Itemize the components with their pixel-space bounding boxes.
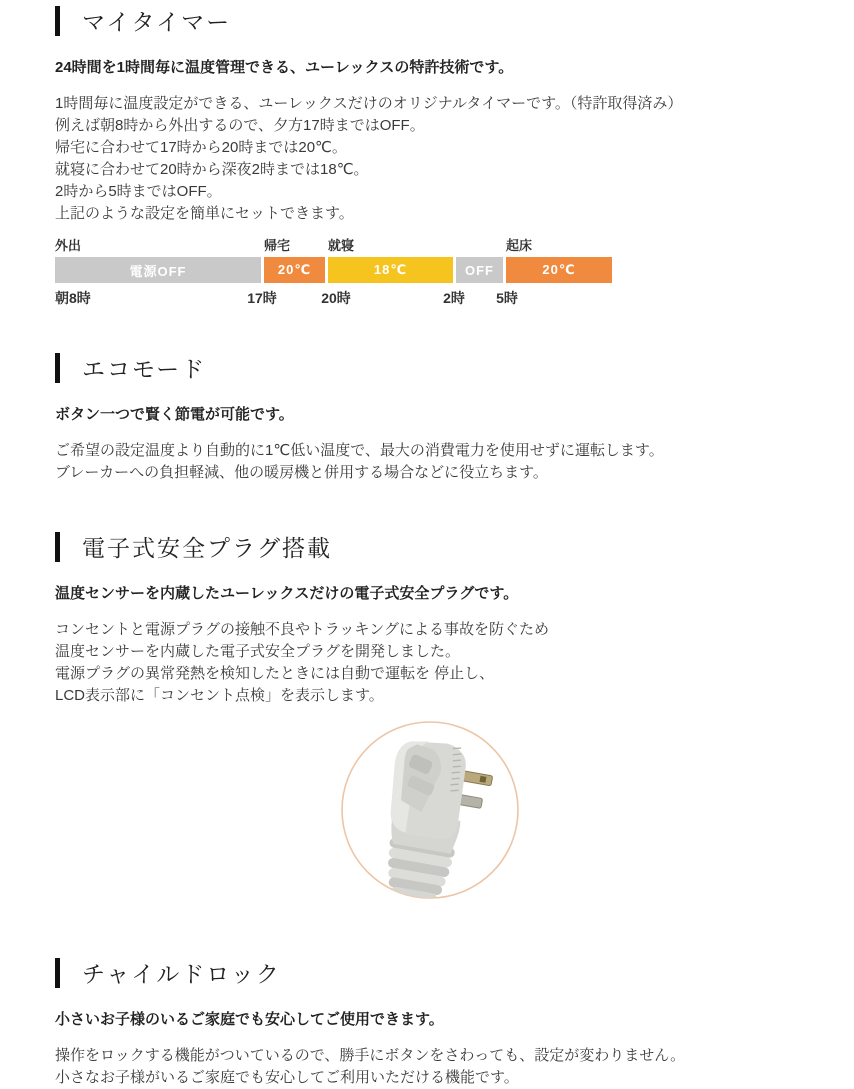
heading-accent-bar — [55, 353, 60, 383]
paragraph-line: 電源プラグの異常発熱を検知したときには自動で運転を 停止し、 — [55, 665, 495, 682]
section-safety-plug — [55, 530, 754, 912]
electronic-safety-plug-photo — [337, 720, 523, 912]
section-child-lock — [55, 956, 754, 1089]
chart-bar-segment: 18℃ — [328, 257, 453, 283]
plug-illustration — [337, 720, 523, 912]
chart-time-label: 20時 — [321, 290, 351, 306]
paragraph-line: ご希望の設定温度より自動的に1℃低い温度で、最大の消費電力を使用せずに運転します。 — [55, 442, 664, 459]
section-paragraph — [55, 93, 754, 225]
paragraph-line: コンセントと電源プラグの接触不良やトラッキングによる事故を防ぐため — [55, 621, 549, 638]
section-heading — [55, 530, 754, 563]
chart-bar-segment: 20℃ — [264, 257, 325, 283]
section-lead: 温度センサーを内蔵したユーレックスだけの電子式安全プラグです。 — [55, 585, 519, 602]
chart-bar-segment: 電源OFF — [55, 257, 261, 283]
chart-activity-label: 外出 — [55, 238, 82, 253]
paragraph-line: LCD表示部に「コンセント点検」を表示します。 — [55, 687, 384, 704]
chart-time-label: 17時 — [247, 290, 277, 306]
section-lead: ボタン一つで賢く節電が可能です。 — [55, 406, 294, 423]
section-eco-mode — [55, 351, 754, 484]
paragraph-line: 温度センサーを内蔵した電子式安全プラグを開発しました。 — [55, 643, 461, 660]
section-title-text: チャイルドロック — [82, 961, 281, 987]
section-title-text: マイタイマー — [82, 9, 232, 35]
chart-time-label: 朝8時 — [55, 290, 91, 306]
section-heading — [55, 351, 754, 384]
heading-accent-bar — [55, 532, 60, 562]
section-paragraph — [55, 1045, 754, 1089]
section-lead: 小さいお子様のいるご家庭でも安心してご使用できます。 — [55, 1011, 444, 1028]
paragraph-line: 就寝に合わせて20時から深夜2時までは18℃。 — [55, 161, 369, 178]
section-my-timer — [55, 4, 754, 307]
section-paragraph — [55, 440, 754, 484]
section-title-text: エコモード — [82, 356, 207, 382]
chart-activity-label: 起床 — [506, 238, 533, 253]
paragraph-line: 小さなお子様がいるご家庭でも安心してご利用いただける機能です。 — [55, 1069, 519, 1086]
paragraph-line: 操作をロックする機能がついているので、勝手にボタンをさわっても、設定が変わりません。 — [55, 1047, 686, 1064]
paragraph-line: 例えば朝8時から外出するので、夕方17時まではOFF。 — [55, 117, 425, 134]
section-paragraph — [55, 619, 754, 707]
timer-chart — [55, 235, 612, 307]
paragraph-line: 2時から5時まではOFF。 — [55, 183, 222, 200]
heading-accent-bar — [55, 6, 60, 36]
paragraph-line: 1時間毎に温度設定ができる、ユーレックスだけのオリジナルタイマーです。（特許取得済み） — [55, 95, 683, 112]
section-lead: 24時間を1時間毎に温度管理できる、ユーレックスの特許技術です。 — [55, 59, 514, 76]
paragraph-line: 帰宅に合わせて17時から20時までは20℃。 — [55, 139, 347, 156]
chart-bar-segment: OFF — [456, 257, 503, 283]
chart-activity-label: 帰宅 — [264, 238, 291, 253]
section-heading — [55, 956, 754, 989]
chart-bar-segment: 20℃ — [506, 257, 612, 283]
chart-activity-label: 就寝 — [328, 238, 355, 253]
paragraph-line: ブレーカーへの負担軽減、他の暖房機と併用する場合などに役立ちます。 — [55, 464, 548, 481]
section-heading — [55, 4, 754, 37]
chart-time-label: 2時 — [443, 290, 465, 306]
paragraph-line: 上記のような設定を簡単にセットできます。 — [55, 205, 354, 222]
heading-accent-bar — [55, 958, 60, 988]
section-title-text: 電子式安全プラグ搭載 — [82, 535, 332, 561]
chart-time-label: 5時 — [496, 290, 518, 306]
